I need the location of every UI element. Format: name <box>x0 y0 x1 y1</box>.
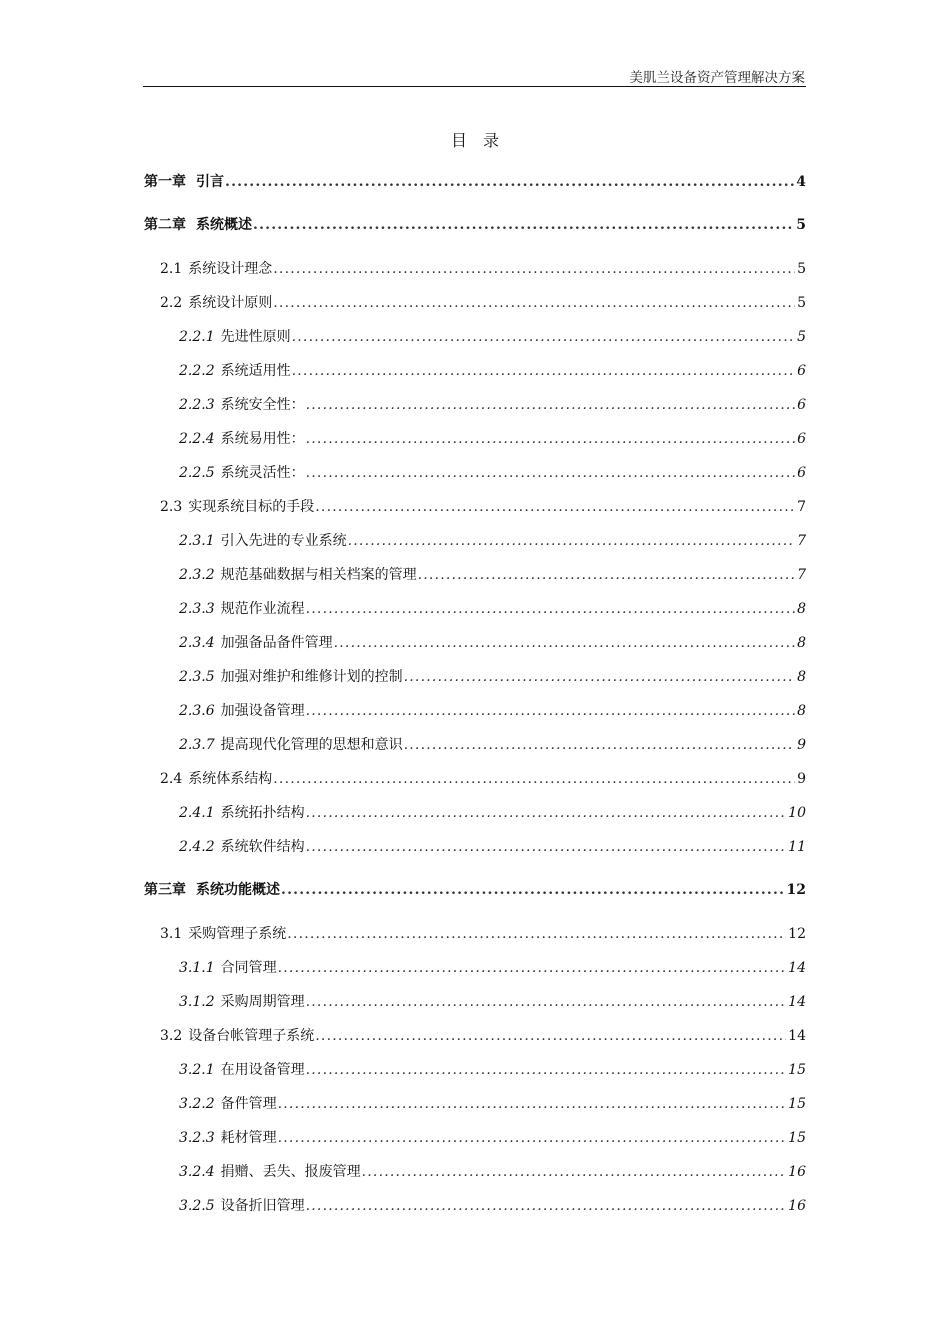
toc-entry-number: 2.3.5 <box>179 669 215 685</box>
toc-page-number: 16 <box>788 1164 806 1180</box>
toc-page-number: 5 <box>797 329 806 345</box>
toc-entry-text: 备件管理 <box>220 1096 277 1112</box>
toc-entry-label <box>179 531 347 551</box>
toc-entry-text: 加强对维护和维修计划的控制 <box>220 669 403 685</box>
toc-leader-dots <box>404 735 795 755</box>
toc-entry-number: 第二章 <box>144 217 186 233</box>
toc-entry-number: 3.2.3 <box>179 1130 215 1146</box>
toc-entry-text: 加强备品备件管理 <box>220 635 333 651</box>
toc-page-number: 6 <box>797 465 806 481</box>
toc-entry-text: 系统设计原则 <box>188 295 273 311</box>
toc-page-number: 15 <box>788 1130 806 1146</box>
header-rule <box>143 86 806 87</box>
toc-entry[interactable] <box>160 259 806 279</box>
toc-entry-label <box>160 293 272 313</box>
toc-entry-number: 2.4.1 <box>179 805 215 821</box>
toc-leader-dots <box>273 293 795 313</box>
toc-leader-dots <box>306 992 787 1012</box>
toc-entry-label <box>179 701 305 721</box>
toc-leader-dots <box>306 701 795 721</box>
toc-entry[interactable] <box>179 1060 806 1080</box>
toc-entry-text: 捐赠、丢失、报废管理 <box>220 1164 361 1180</box>
toc-entry-number: 2.3.6 <box>179 703 215 719</box>
toc-leader-dots <box>404 667 795 687</box>
toc-entry[interactable] <box>179 1196 806 1216</box>
toc-entry[interactable] <box>160 769 806 789</box>
toc-entry[interactable] <box>179 599 806 619</box>
toc-leader-dots <box>315 1026 786 1046</box>
toc-entry-number: 2.4.2 <box>179 839 215 855</box>
toc-page-number: 12 <box>788 926 806 942</box>
toc-entry-label <box>179 992 305 1012</box>
toc-leader-dots <box>273 769 795 789</box>
toc-entry-number: 2.3.4 <box>179 635 215 651</box>
toc-entry-label <box>179 1162 361 1182</box>
toc-entry-number: 2.2.2 <box>179 363 215 379</box>
toc-entry-label <box>179 735 403 755</box>
toc-entry-text: 系统设计理念 <box>188 261 273 277</box>
toc-entry-label <box>179 1094 277 1114</box>
toc-entry-number: 3.2.2 <box>179 1096 215 1112</box>
toc-page-number: 15 <box>788 1062 806 1078</box>
toc-leader-dots <box>362 1162 787 1182</box>
toc-page-number: 8 <box>797 601 806 617</box>
toc-leader-dots <box>292 327 795 347</box>
toc-entry[interactable] <box>160 497 806 517</box>
toc-page-number: 5 <box>797 295 806 311</box>
toc-entry-text: 规范作业流程 <box>220 601 305 617</box>
toc-entry-number: 3.2.1 <box>179 1062 215 1078</box>
toc-entry-number: 2.3.7 <box>179 737 215 753</box>
toc-entry-text: 系统适用性 <box>220 363 291 379</box>
toc-entry-label <box>179 837 305 857</box>
toc-entry-text: 设备折旧管理 <box>220 1198 305 1214</box>
toc-entry-text: 实现系统目标的手段 <box>188 499 315 515</box>
toc-entry[interactable] <box>160 1026 806 1046</box>
toc-entry-text: 系统灵活性： <box>220 465 305 481</box>
toc-entry[interactable] <box>179 463 806 483</box>
toc-entry[interactable] <box>160 924 806 944</box>
toc-entry-label <box>144 172 224 192</box>
toc-entry-text: 合同管理 <box>220 960 277 976</box>
toc-leader-dots <box>306 599 795 619</box>
toc-page-number: 12 <box>786 882 806 898</box>
toc-leader-dots <box>225 172 794 192</box>
toc-entry-number: 2.2.4 <box>179 431 215 447</box>
toc-entry-number: 第一章 <box>144 174 186 190</box>
toc-entry-label <box>179 327 291 347</box>
toc-entry-label <box>179 803 305 823</box>
toc-leader-dots <box>315 497 795 517</box>
toc-entry-label <box>179 1196 305 1216</box>
toc-entry[interactable] <box>179 1162 806 1182</box>
toc-page-number: 14 <box>788 994 806 1010</box>
toc-entry[interactable] <box>144 215 806 235</box>
toc-entry-text: 系统体系结构 <box>188 771 273 787</box>
toc-page-number: 8 <box>797 635 806 651</box>
toc-title: 目录 <box>450 131 515 150</box>
toc-page-number: 8 <box>797 703 806 719</box>
toc-page-number: 16 <box>788 1198 806 1214</box>
toc-entry[interactable] <box>179 1128 806 1148</box>
toc-leader-dots <box>306 463 795 483</box>
toc-page-number: 15 <box>788 1096 806 1112</box>
toc-entry-label <box>179 395 305 415</box>
toc-entry[interactable] <box>179 667 806 687</box>
toc-entry-label <box>160 1026 314 1046</box>
toc-entry[interactable] <box>179 735 806 755</box>
toc-leader-dots <box>281 880 785 900</box>
toc-page-number: 14 <box>788 1028 806 1044</box>
toc-entry-label <box>179 565 417 585</box>
toc-entry-number: 2.2.5 <box>179 465 215 481</box>
toc-entry-number: 第三章 <box>144 882 186 898</box>
toc-entry-text: 先进性原则 <box>220 329 291 345</box>
toc-entry[interactable] <box>144 172 806 192</box>
toc-page-number: 10 <box>788 805 806 821</box>
toc-page-number: 4 <box>796 174 806 190</box>
toc-entry-text: 系统易用性： <box>220 431 305 447</box>
toc-entry-number: 2.3.1 <box>179 533 215 549</box>
toc-leader-dots <box>287 924 786 944</box>
toc-entry-text: 系统安全性： <box>220 397 305 413</box>
toc-entry-number: 3.1 <box>160 926 183 942</box>
toc-page-number: 11 <box>788 839 806 855</box>
toc-entry[interactable] <box>179 327 806 347</box>
toc-entry-text: 引入先进的专业系统 <box>220 533 347 549</box>
toc-entry-number: 3.2 <box>160 1028 183 1044</box>
toc-entry[interactable] <box>179 958 806 978</box>
toc-page-number: 7 <box>797 567 806 583</box>
toc-page-number: 6 <box>797 397 806 413</box>
toc-entry-number: 2.2.1 <box>179 329 215 345</box>
toc-page-number: 7 <box>797 533 806 549</box>
running-header: 美肌兰设备资产管理解决方案 <box>629 70 805 86</box>
toc-leader-dots <box>278 1128 787 1148</box>
toc-leader-dots <box>292 361 795 381</box>
toc-entry-label <box>179 1060 305 1080</box>
toc-entry[interactable] <box>179 361 806 381</box>
toc-entry-label <box>179 667 403 687</box>
toc-leader-dots <box>348 531 795 551</box>
toc-entry-number: 2.3.2 <box>179 567 215 583</box>
toc-entry-label <box>179 633 333 653</box>
toc-entry-text: 系统功能概述 <box>196 882 280 898</box>
toc-entry-number: 3.1.1 <box>179 960 215 976</box>
toc-entry[interactable] <box>179 633 806 653</box>
toc-leader-dots <box>278 958 787 978</box>
toc-leader-dots <box>306 1196 787 1216</box>
toc-entry-text: 规范基础数据与相关档案的管理 <box>220 567 417 583</box>
toc-entry-label <box>144 215 252 235</box>
toc-entry[interactable] <box>179 395 806 415</box>
toc-entry-number: 2.4 <box>160 771 183 787</box>
toc-leader-dots <box>334 633 795 653</box>
toc-leader-dots <box>306 1060 787 1080</box>
toc-entry[interactable] <box>179 1094 806 1114</box>
toc-entry[interactable] <box>144 880 806 900</box>
toc-entry-label <box>179 429 305 449</box>
toc-entry-number: 2.3.3 <box>179 601 215 617</box>
toc-entry[interactable] <box>160 293 806 313</box>
toc-entry-label <box>160 924 286 944</box>
toc-leader-dots <box>418 565 795 585</box>
toc-leader-dots <box>306 395 795 415</box>
toc-entry-number: 2.1 <box>160 261 183 277</box>
toc-entry[interactable] <box>179 429 806 449</box>
toc-leader-dots <box>306 803 787 823</box>
toc-entry[interactable] <box>179 837 806 857</box>
toc-entry-text: 加强设备管理 <box>220 703 305 719</box>
toc-entry-label <box>179 361 291 381</box>
toc-page-number: 6 <box>797 363 806 379</box>
toc-entry-number: 2.3 <box>160 499 183 515</box>
toc-entry[interactable] <box>179 701 806 721</box>
toc-entry-label <box>160 497 314 517</box>
toc-page-number: 7 <box>797 499 806 515</box>
toc-entry-label <box>179 599 305 619</box>
toc-leader-dots <box>306 837 787 857</box>
toc-entry-label <box>160 769 272 789</box>
toc-page-number: 5 <box>796 217 806 233</box>
toc-entry-number: 3.2.4 <box>179 1164 215 1180</box>
toc-entry-text: 采购周期管理 <box>220 994 305 1010</box>
toc-entry[interactable] <box>179 803 806 823</box>
toc-entry[interactable] <box>179 531 806 551</box>
toc-entry-number: 3.1.2 <box>179 994 215 1010</box>
toc-page-number: 9 <box>797 737 806 753</box>
toc-entry-number: 3.2.5 <box>179 1198 215 1214</box>
toc-entry-text: 在用设备管理 <box>220 1062 305 1078</box>
toc-entry-text: 系统软件结构 <box>220 839 305 855</box>
toc-entry-number: 2.2 <box>160 295 183 311</box>
toc-leader-dots <box>273 259 795 279</box>
toc-entry-text: 系统概述 <box>196 217 252 233</box>
toc-entry-number: 2.2.3 <box>179 397 215 413</box>
toc-page-number: 5 <box>797 261 806 277</box>
toc-page-number: 9 <box>797 771 806 787</box>
toc-entry-text: 提高现代化管理的思想和意识 <box>220 737 403 753</box>
toc-page-number: 8 <box>797 669 806 685</box>
toc-entry-text: 系统拓扑结构 <box>220 805 305 821</box>
toc-page-number: 14 <box>788 960 806 976</box>
toc-entry-label <box>179 463 305 483</box>
toc-leader-dots <box>278 1094 787 1114</box>
toc-entry-text: 耗材管理 <box>220 1130 277 1146</box>
toc-page-number: 6 <box>797 431 806 447</box>
toc-entry-label <box>160 259 272 279</box>
toc-entry-label <box>144 880 280 900</box>
toc-leader-dots <box>253 215 794 235</box>
toc-entry-label <box>179 958 277 978</box>
toc-leader-dots <box>306 429 795 449</box>
toc-entry-text: 设备台帐管理子系统 <box>188 1028 315 1044</box>
toc-entry[interactable] <box>179 565 806 585</box>
toc-entry[interactable] <box>179 992 806 1012</box>
toc-entry-text: 引言 <box>196 174 224 190</box>
toc-entry-text: 采购管理子系统 <box>188 926 287 942</box>
toc-entry-label <box>179 1128 277 1148</box>
